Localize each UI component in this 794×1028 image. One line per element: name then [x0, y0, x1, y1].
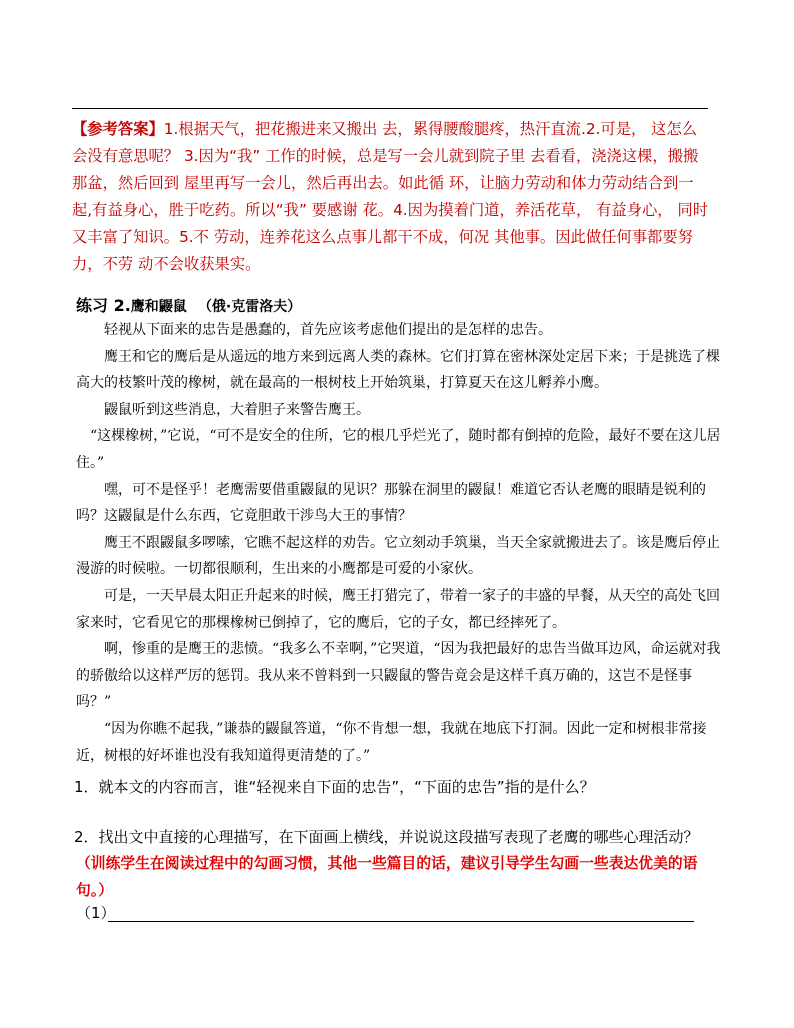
story-author: （俄·克雷洛夫） — [197, 299, 302, 315]
story-paragraph: 轻视从下面来的忠告是愚蠢的，首先应该考虑他们提出的是怎样的忠告。 — [104, 322, 552, 338]
story-title: 鹰和鼹鼠 — [130, 299, 187, 315]
story-paragraph: 可是，一天早晨太阳正升起来的时候，鹰王打猎完了，带着一家子的丰盛的早餐，从天空的高处飞回家来时，它看见它的那棵橡树已倒掉了，它的鹰后，它的子女，都已经摔死了。 — [76, 587, 720, 631]
story-paragraph: 啊，惨重的是鹰王的悲愤。“我多么不幸啊，”它哭道，“因为我把最好的忠告当做耳边风，命运就对我的骄傲给以这样严厉的惩罚。我从来不曾料到一只鼹鼠的警告竟会是这样千真万确的，这岂不是怪事吗？” — [76, 641, 721, 711]
story-paragraph: 鼹鼠听到这些消息，大着胆子来警告鹰王。 — [104, 401, 370, 418]
exercise-label: 练习 2. — [76, 296, 131, 315]
answer-line[interactable] — [108, 921, 694, 922]
question-1: 1．就本文的内容而言，谁“轻视来自下面的忠告”，“下面的忠告”指的是什么？ — [74, 778, 595, 796]
blank-label: （1） — [76, 904, 116, 922]
question-2: 2．找出文中直接的心理描写，在下面画上横线，并说说这段描写表现了老鹰的哪些心理活动？ — [74, 828, 699, 846]
answer-tag: 【参考答案】 — [72, 120, 164, 138]
teacher-hint: （训练学生在阅读过程中的勾画习惯，其他一些篇目的话，建议引导学生勾画一些表达优美的语句。） — [76, 855, 698, 899]
story-paragraph: “这棵橡树，”它说，“可不是安全的住所，它的根几乎烂光了，随时都有倒掉的危险，最好不要在这儿居住。” — [76, 428, 721, 471]
story-paragraph: 鹰王不跟鼹鼠多啰嗦，它瞧不起这样的劝告。它立刻动手筑巢，当天全家就搬进去了。该是鹰后停止漫游的时候啦。一切都很顺利，生出来的小鹰都是可爱的小家伙。 — [76, 534, 720, 578]
story-paragraph: 嘿，可不是怪乎！老鹰需要借重鼹鼠的见识？那躲在洞里的鼹鼠！难道它否认老鹰的眼睛是锐利的吗？这鼹鼠是什么东西，它竟胆敢干涉鸟大王的事情？ — [76, 481, 706, 525]
story-paragraph: 鹰王和它的鹰后是从遥远的地方来到远离人类的森林。它们打算在密林深处定居下来；于是挑选了棵高大的枝繁叶茂的橡树，就在最高的一根树枝上开始筑巢，打算夏天在这儿孵养小鹰。 — [76, 348, 720, 392]
top-rule — [72, 108, 708, 109]
exercise-title — [76, 293, 301, 316]
reference-answer — [72, 116, 712, 278]
answer-blank-1 — [76, 902, 696, 923]
story-paragraph: “因为你瞧不起我，”谦恭的鼹鼠答道，“你不肯想一想，我就在地底下打洞。因此一定和树根非常接近，树根的好坏谁也没有我知道得更清楚的了。” — [76, 720, 707, 764]
story-body — [76, 317, 724, 769]
answer-text: 1.根据天气，把花搬进来又搬出 去，累得腰酸腿疼，热汗直流.2.可是， 这怎么会没有意思呢？ 3.因为“我” 工作的时候，总是写一会儿就到院子里 去看看，浇浇这棵，搬搬那盆，然后回到 屋里再写一会儿，然后再出去。如此循 环，让脑力劳动和体力劳动结合到一起,有益身心，胜于吃药。所以“我” 要感谢 花。4.因为摸着门道，养活花草， 有益身心， 同时又丰富了知识。5.不 劳动，连养花这么点事儿都干不成，何况 其他事。因此做任何事都要努力，不劳 动不会收获果实。 — [72, 120, 709, 273]
